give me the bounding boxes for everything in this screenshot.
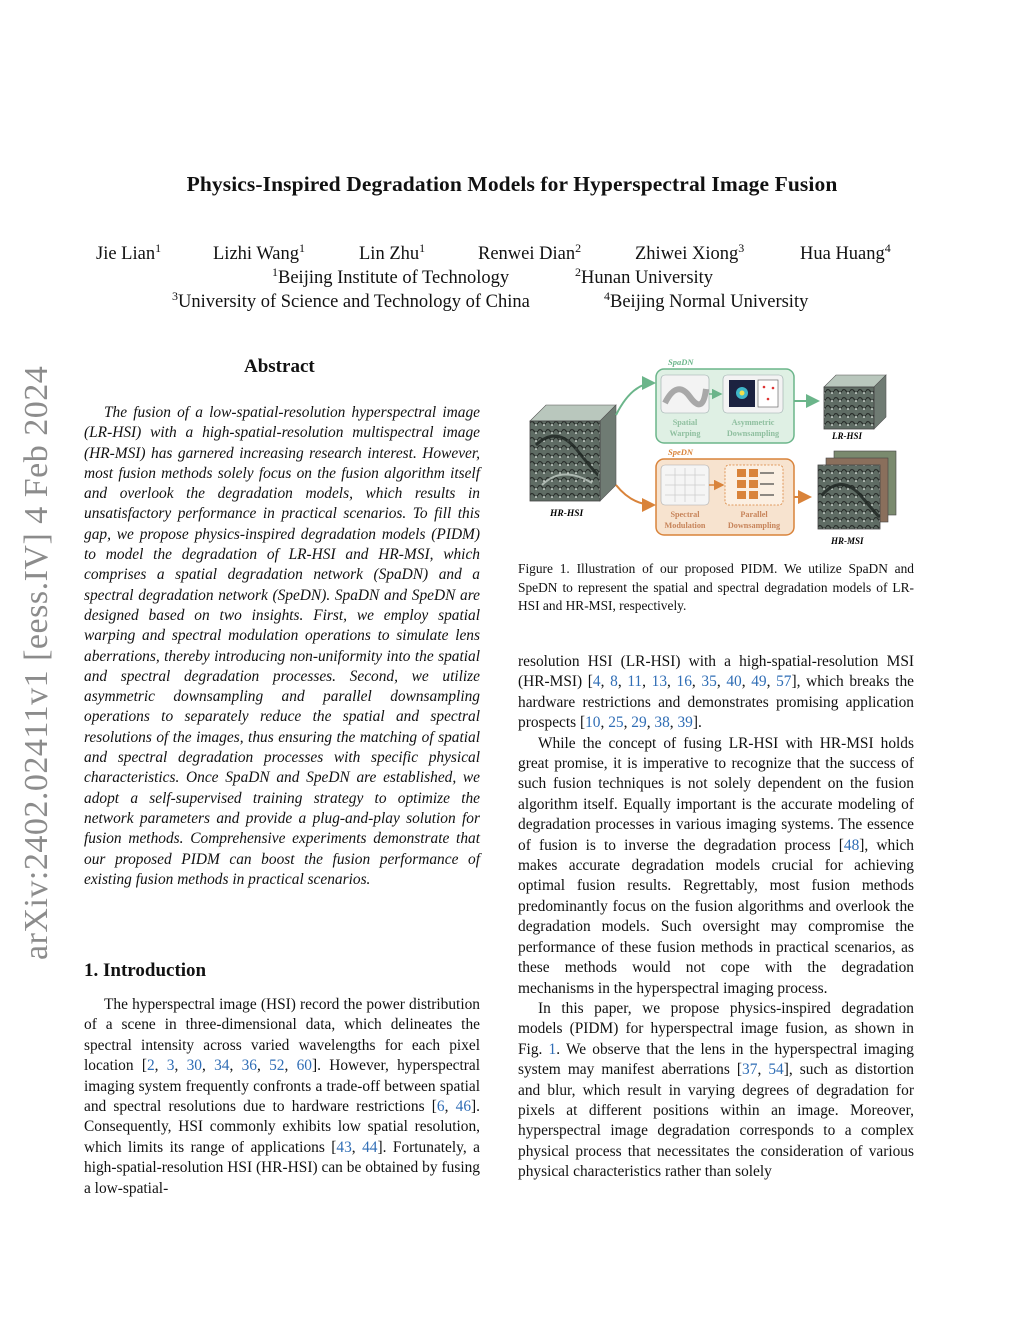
intro-paragraph-1-continued: resolution HSI (LR-HSI) with a high-spatial-resolution MSI (HR-MSI) [4, 8, 11, 13, 16, 35, 40, 49, 57], which breaks the hardware restrictions and demonstrates promising application prospects [10, 25, 29, 38, 39].	[518, 653, 914, 732]
citation-link[interactable]: 8	[610, 673, 618, 691]
citation-link[interactable]: 46	[455, 1098, 472, 1116]
hr-msi-label: HR-MSI	[831, 536, 864, 546]
citation-link[interactable]: 25	[608, 714, 624, 732]
citation-link[interactable]: 34	[214, 1057, 230, 1075]
citation-link[interactable]: 57	[776, 673, 792, 691]
spadn-title: SpaDN	[668, 357, 694, 367]
author-2: Lizhi Wang$^1$	[213, 241, 306, 265]
affiliation-4: $^4$Beijing Normal University	[604, 289, 809, 313]
hr-msi-stack	[818, 451, 896, 529]
lr-hsi-label: LR-HSI	[832, 431, 863, 441]
citation-link[interactable]: 43	[336, 1138, 352, 1156]
spatial-warping-label-1: Spatial	[672, 418, 698, 427]
citation-link[interactable]: 60	[296, 1057, 312, 1075]
intro-paragraph-2: While the concept of fusing LR-HSI with HR-MSI holds great promise, it is imperative to recognize that the success of such fusion techniques is not solely dependent on the fusion algorithm itself. Equally important is the accurate modeling of degradation processes in various imaging systems. The essence of fusion is to inverse the degradation process [48], which makes accurate degradation models crucial for achieving optimal fusion results. Regrettably, most fusion methods predominantly focus on the fusion algorithms and overlook the degradation models. Such oversight may compromise the performance of these fusion methods in practical scenarios, as these methods would not cope with the degradation mechanisms in the hyperspectral imaging process.	[518, 734, 914, 997]
citation-link[interactable]: 6	[436, 1098, 445, 1116]
citation-link[interactable]: 13	[651, 673, 668, 691]
intro-paragraph-1: The hyperspectral image (HSI) record the power distribution of a scene in three-dimensional data, which delineates the spectral intensity across varied wavelengths for each pixel location [2, 3, 30, 34, 36, 52, 60]. However, hyperspectral imaging system frequently confronts a trade-off between spatial and spectral resolutions due to hardware restrictions [6, 46]. Consequently, HSI commonly exhibits low spatial resolution, which limits its range of applications [43, 44]. Fortunately, a high-spatial-resolution HSI (HR-HSI) can be obtained by fusing a low-spatial-	[84, 996, 480, 1197]
citation-link[interactable]: 48	[843, 836, 860, 854]
citation-link[interactable]: 16	[676, 673, 692, 691]
abstract-heading: Abstract	[244, 356, 315, 377]
figure-1-diagram	[522, 355, 920, 551]
author-5: Zhiwei Xiong$^3$	[635, 241, 745, 265]
citation-link[interactable]: 2	[146, 1057, 155, 1075]
author-6: Hua Huang$^4$	[800, 241, 891, 265]
arxiv-identifier: arXiv:2402.02411v1 [eess.IV] 4 Feb 2024	[18, 365, 55, 960]
citation-link[interactable]: 29	[631, 714, 647, 732]
affiliation-3: $^3$University of Science and Technology of China	[172, 289, 530, 313]
citation-link[interactable]: 40	[726, 673, 742, 691]
introduction-heading: 1. Introduction	[84, 960, 207, 981]
intro-left-column	[84, 995, 480, 1199]
spedn-title: SpeDN	[668, 447, 694, 457]
citation-link[interactable]: 37	[742, 1061, 758, 1079]
arrow-to-spadn	[616, 383, 654, 415]
spectral-modulation-label-1: Spectral	[670, 510, 700, 519]
asymmetric-label-2: Downsampling	[726, 429, 780, 438]
spectral-modulation-label-2: Modulation	[664, 521, 706, 530]
hr-hsi-cube	[530, 405, 616, 501]
citation-link[interactable]: 39	[677, 714, 693, 732]
asymmetric-label-1: Asymmetric	[731, 418, 775, 427]
citation-link[interactable]: 1	[548, 1040, 557, 1058]
author-3: Lin Zhu$^1$	[359, 241, 426, 265]
intro-paragraph-3: In this paper, we propose physics-inspired degradation models (PIDM) for hyperspectral image fusion, as shown in Fig. 1. We observe that the lens in the hyperspectral imaging system may manifest aberrations [37, 54], such as distortion and blur, which result in varying degrees of degradation for pixels at different positions within an image. Moreover, hyperspectral image degradation corresponds to a complex physical process that necessitates the consideration of various physical characteristics rather than solely	[518, 999, 914, 1181]
figure-1-caption: Figure 1. Illustration of our proposed PIDM. We utilize SpaDN and SpeDN to represent the spatial and spectral degradation models of LR-HSI and HR-MSI, respectively.	[518, 561, 914, 614]
citation-link[interactable]: 52	[269, 1057, 285, 1075]
citation-link[interactable]: 54	[768, 1061, 784, 1079]
parallel-label-1: Parallel	[740, 510, 768, 519]
citation-link[interactable]: 3	[166, 1057, 175, 1075]
citation-link[interactable]: 38	[654, 714, 670, 732]
spatial-warping-label-2: Warping	[669, 429, 701, 438]
author-1: Jie Lian$^1$	[96, 241, 162, 265]
citation-link[interactable]: 44	[362, 1138, 378, 1156]
lr-hsi-cube	[824, 375, 886, 429]
citation-link[interactable]: 35	[701, 673, 717, 691]
affiliation-2: $^2$Hunan University	[575, 265, 714, 289]
parallel-label-2: Downsampling	[727, 521, 781, 530]
affiliation-1: $^1$Beijing Institute of Technology	[272, 265, 510, 289]
arrow-to-spedn	[616, 485, 654, 505]
citation-link[interactable]: 30	[186, 1057, 202, 1075]
citation-link[interactable]: 4	[592, 673, 601, 691]
hr-hsi-label: HR-HSI	[550, 509, 584, 519]
intro-right-column	[518, 652, 914, 1183]
citation-link[interactable]: 11	[627, 673, 643, 691]
paper-title: Physics-Inspired Degradation Models for Hyperspectral Image Fusion	[186, 172, 838, 196]
author-4: Renwei Dian$^2$	[478, 241, 582, 265]
citation-link[interactable]: 10	[585, 714, 601, 732]
abstract-text: The fusion of a low-spatial-resolution hyperspectral image (LR-HSI) with a high-spatial-resolution multispectral image (HR-MSI) has garnered increasing research interest. However, most fusion methods solely focus on the fusion algorithm itself and overlook the degradation models, which results in unsatisfactory performance in practical scenarios. To fill this gap, we propose physics-inspired degradation models (PIDM) to model the degradation of LR-HSI and HR-MSI, which comprises a spatial degradation network (SpaDN) and a spectral degradation network (SpeDN). SpaDN and SpeDN are designed based on two insights. First, we employ spatial warping and spectral modulation operations to simulate lens aberrations, thereby introducing non-uniformity into the spatial and spectral degradation processes. Second, we utilize asymmetric downsampling and parallel downsampling operations to separately reduce the spatial and spectral resolutions of the images, thus ensuring the matching of spatial and spectral degradation processes with specific physical characteristics. Once SpaDN and SpeDN are established, we adopt a self-supervised training strategy to optimize the network parameters and provide a plug-and-play solution for fusion methods. Comprehensive experiments demonstrate that our proposed PIDM can boost the fusion performance of existing fusion methods in practical scenarios.	[84, 404, 480, 888]
citation-link[interactable]: 49	[751, 673, 767, 691]
citation-link[interactable]: 36	[241, 1057, 257, 1075]
